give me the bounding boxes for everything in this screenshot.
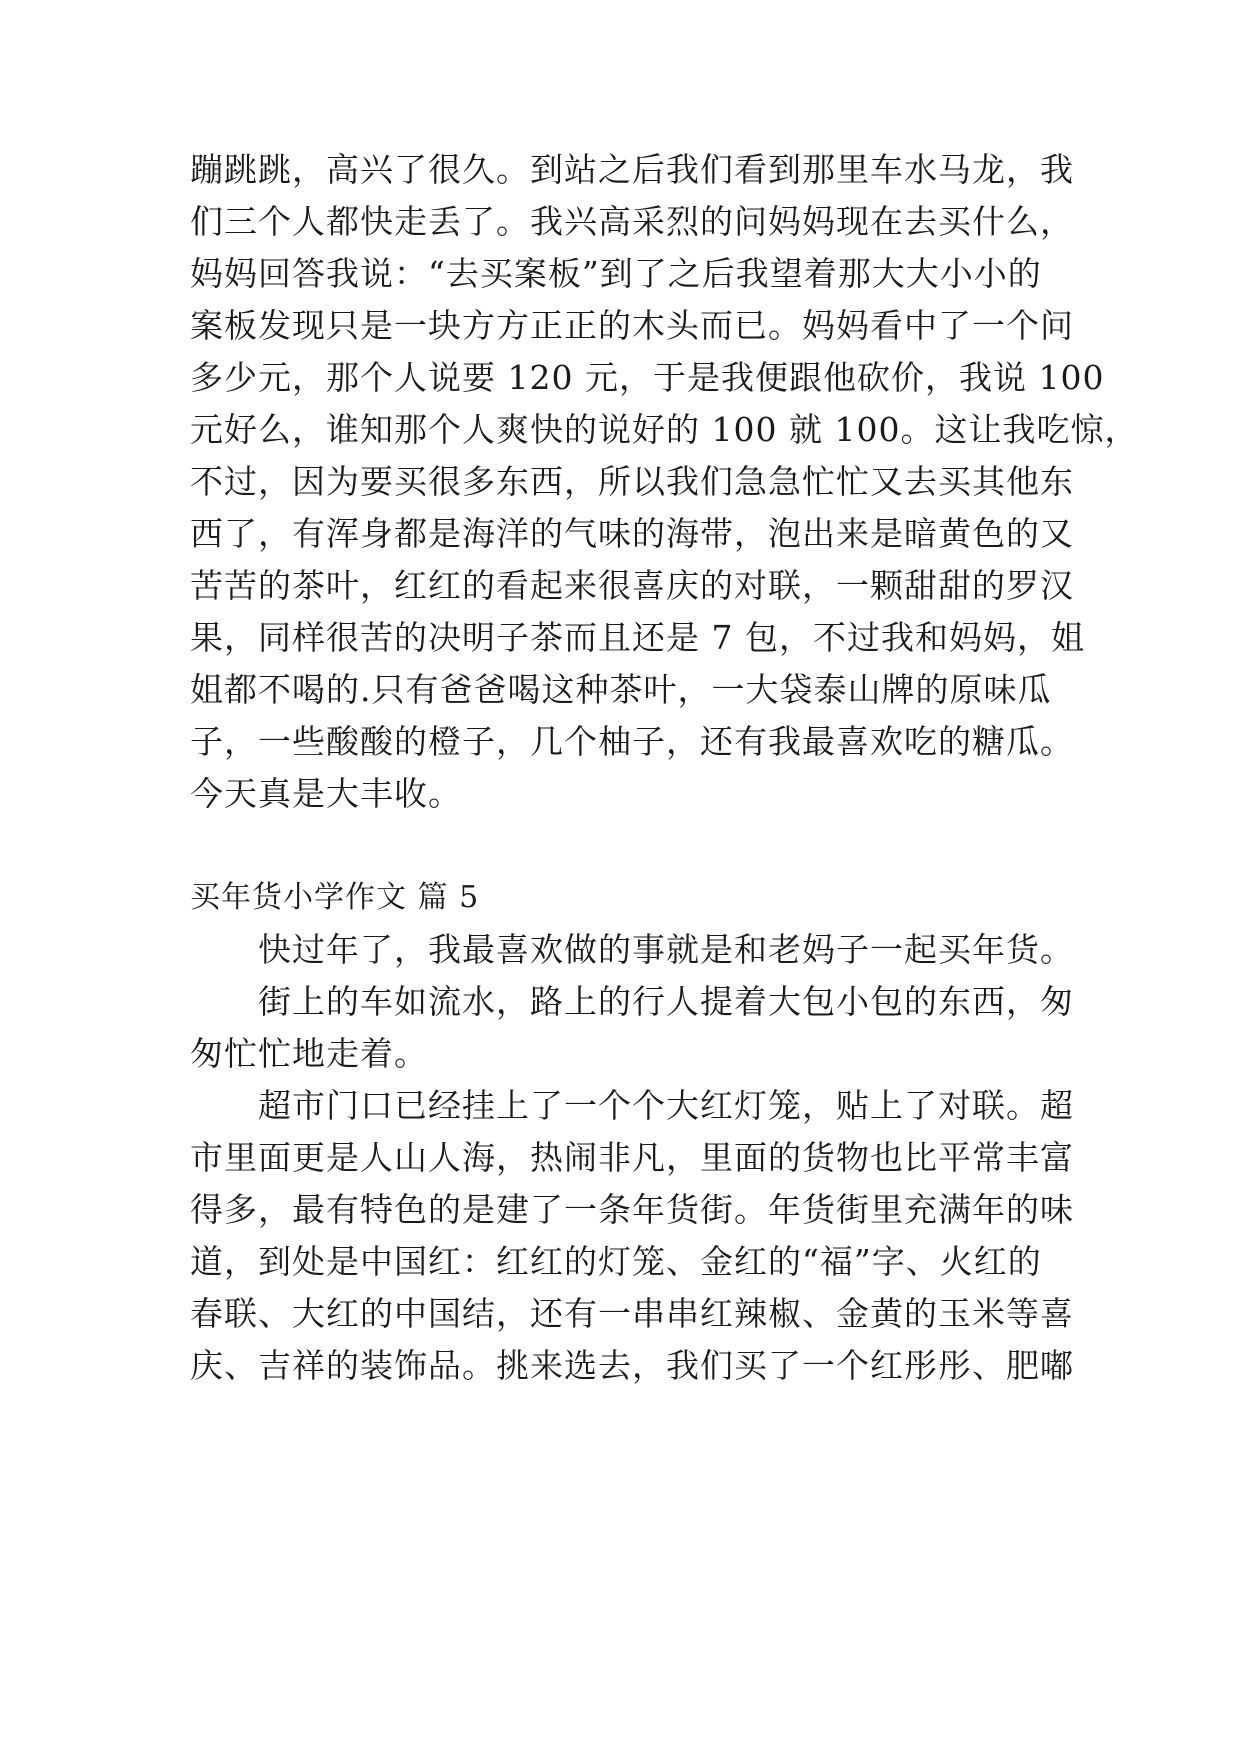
paragraph-line: 匆忙忙地走着。 bbox=[190, 1034, 428, 1073]
paragraph-line: 元好么，谁知那个人爽快的说好的 100 就 100。这让我吃惊， bbox=[190, 410, 1139, 449]
section-heading: 买年货小学作文 篇 5 bbox=[190, 880, 480, 915]
paragraph-line: 们三个人都快走丢了。我兴高采烈的问妈妈现在去买什么， bbox=[190, 202, 1074, 241]
paragraph-line: 道，到处是中国红：红红的灯笼、金红的“福”字、火红的 bbox=[190, 1242, 1042, 1281]
paragraph-line: 春联、大红的中国结，还有一串串红辣椒、金黄的玉米等喜 bbox=[190, 1294, 1074, 1333]
paragraph-line: 多少元，那个人说要 120 元，于是我便跟他砍价，我说 100 bbox=[190, 358, 1105, 397]
paragraph-line: 快过年了，我最喜欢做的事就是和老妈子一起买年货。 bbox=[258, 930, 1074, 969]
paragraph-line: 不过，因为要买很多东西，所以我们急急忙忙又去买其他东 bbox=[190, 462, 1074, 501]
paragraph-line: 街上的车如流水，路上的行人提着大包小包的东西，匆 bbox=[258, 982, 1074, 1021]
paragraph-line: 案板发现只是一块方方正正的木头而已。妈妈看中了一个问 bbox=[190, 306, 1074, 345]
paragraph-line: 得多，最有特色的是建了一条年货街。年货街里充满年的味 bbox=[190, 1190, 1074, 1229]
paragraph-line: 妈妈回答我说：“去买案板”到了之后我望着那大大小小的 bbox=[190, 254, 1042, 293]
paragraph-line: 姐都不喝的.只有爸爸喝这种茶叶，一大袋泰山牌的原味瓜 bbox=[190, 670, 1052, 709]
paragraph-line: 蹦跳跳，高兴了很久。到站之后我们看到那里车水马龙，我 bbox=[190, 150, 1074, 189]
paragraph-line: 苦苦的茶叶，红红的看起来很喜庆的对联，一颗甜甜的罗汉 bbox=[190, 566, 1074, 605]
paragraph-line: 西了，有浑身都是海洋的气味的海带，泡出来是暗黄色的又 bbox=[190, 514, 1074, 553]
paragraph-line: 超市门口已经挂上了一个个大红灯笼，贴上了对联。超 bbox=[258, 1086, 1074, 1125]
paragraph-line: 今天真是大丰收。 bbox=[190, 774, 462, 813]
paragraph-line: 子，一些酸酸的橙子，几个柚子，还有我最喜欢吃的糖瓜。 bbox=[190, 722, 1074, 761]
paragraph-line: 果，同样很苦的决明子茶而且还是 7 包，不过我和妈妈，姐 bbox=[190, 618, 1085, 657]
paragraph-line: 庆、吉祥的装饰品。挑来选去，我们买了一个红彤彤、肥嘟 bbox=[190, 1346, 1074, 1385]
paragraph-line: 市里面更是人山人海，热闹非凡，里面的货物也比平常丰富 bbox=[190, 1138, 1074, 1177]
